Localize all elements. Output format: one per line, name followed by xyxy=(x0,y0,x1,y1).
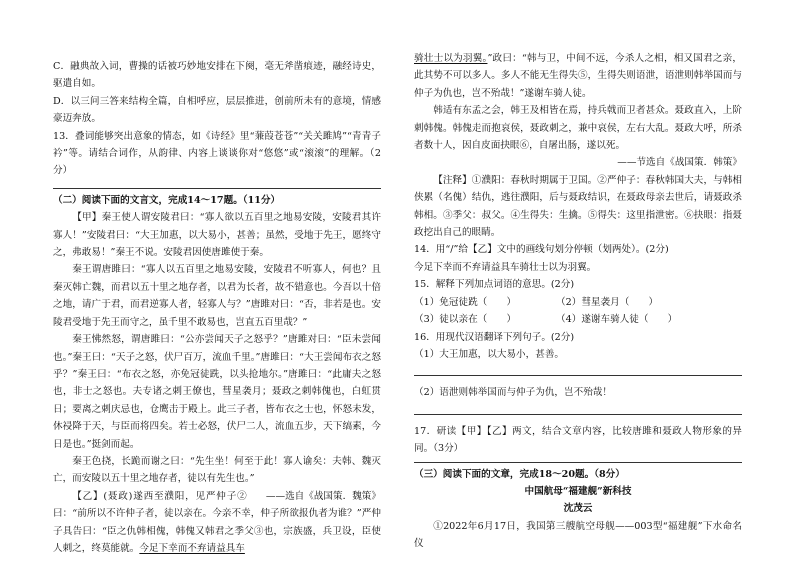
q15-item-1: （1）免冠徒跣（ ） xyxy=(414,296,517,308)
question-15-row2 xyxy=(414,311,742,328)
q15-item-3: （3）徒以亲在（ ） xyxy=(414,314,517,326)
section-3-title: （三）阅读下面的文章，完成18～20题。（8分） xyxy=(414,468,625,480)
section-divider xyxy=(53,188,381,189)
passage-jia-p4 xyxy=(53,453,381,502)
answer-line-1[interactable] xyxy=(414,375,742,376)
annotations: 【注释】①濮阳：春秋时期属于卫国。②严仲子：春秋韩国大夫，与韩相侠累（名傀）结仇，逃往濮阳，后与聂政结识，在聂政母亲去世后，请聂政杀韩相。③季父：叔父。④生得失：生擒。⑤得失：这里指泄密。⑥抉眼：指聂政挖出自己的眼睛。 xyxy=(414,174,742,239)
passage-jia-p2: 秦王谓唐雎曰：“寡人以五百里之地易安陵，安陵君不听寡人，何也？且秦灭韩亡魏，而君以五十里之地存者，以君为长者，故不错意也。今吾以十倍之地，请广于君，而君逆寡人者，轻寡人与？”唐雎对曰：“否，非若是也。安陵君受地于先王而守之，虽千里不敢易也，岂直五百里哉？” xyxy=(53,264,381,328)
passage-jia-p4-text: 秦王色挠，长跪而谢之曰：“先生坐！何至于此！寡人谕矣：夫韩、魏灭亡，而安陵以五十里之地存者，徒以有先生也。” xyxy=(53,455,381,485)
section-2-title: （二）阅读下面的文言文，完成14～17题。（11分） xyxy=(53,194,281,206)
right-column xyxy=(414,50,742,553)
article-paragraph-1: ①2022年6月17日，我国第三艘航空母舰——003型“福建舰”下水命名仪 xyxy=(414,520,742,550)
question-16: 16．用现代汉语翻译下列句子。(2分) xyxy=(414,331,575,343)
passage-yi-p2: 韩适有东孟之会，韩王及相皆在焉，持兵戟而卫者甚众。聂政直入，上阶刺韩傀。韩傀走而抱哀侯，聂政刺之，兼中哀侯，左右大乱。聂政大呼，所杀者数十人，因自皮面抉眼⑥，自屠出肠，遂以死。 xyxy=(414,105,742,152)
q15-item-2: （2）彗星袭月（ ） xyxy=(556,296,659,308)
article-author: 沈茂云 xyxy=(563,503,593,515)
question-16-item-2: （2）语泄则韩举国而与仲子为仇，岂不殆哉！ xyxy=(414,387,612,399)
underlined-sentence-part2: 骑壮士以为羽翼。 xyxy=(414,53,488,64)
passage-jia-p3: 秦王怫然怒，谓唐雎曰：“公亦尝闻天子之怒乎？”唐雎对曰：“臣未尝闻也。”秦王曰：“天子之怒，伏尸百万，流血千里。”唐雎曰：“大王尝闻布衣之怒乎？”秦王曰：“布衣之怒，亦免冠徒跣，以头抢地尔。”唐雎曰：“此庸夫之怒也，非士之怒也。夫专诸之刺王僚也，彗星袭月；聂政之刺韩傀也，白虹贯日；要离之刺庆忌也，仓鹰击于殿上。此三子者，皆布衣之士也，怀怒未发，休祲降于天，与臣而将四矣。若士必怒，伏尸二人，流血五步，天下缟素，今日是也。”挺剑而起。 xyxy=(53,334,381,450)
article-title: 中国航母“福建舰”新科技 xyxy=(524,485,632,497)
question-17: 17．研读【甲】【乙】两文，结合文章内容，比较唐雎和聂政人物形象的异同。（3分） xyxy=(414,425,742,455)
question-15-row1 xyxy=(414,294,742,311)
passage-jia-source: ——选自《战国策．魏策》 xyxy=(265,490,381,502)
q15-item-4: （4）遂谢车骑人徒（ ） xyxy=(556,314,678,326)
section-divider-2 xyxy=(414,462,742,463)
question-16-item-1: （1）大王加惠，以大易小，甚善。 xyxy=(414,348,565,360)
answer-line-2[interactable] xyxy=(414,414,742,415)
question-14-sentence: 今足下幸而不弃请益具车骑壮士以为羽翼。 xyxy=(414,261,597,273)
left-column xyxy=(53,58,381,557)
option-c: C．融典故入词，曹操的话被巧妙地安排在下阕，毫无斧凿痕迹，融经诗史，驱遣自如。 xyxy=(53,61,381,90)
passage-yi-continued xyxy=(414,50,742,102)
passage-yi-cont-text: ”政曰：“韩与卫，中间不远，今杀人之相，相又国君之亲，此其势不可以多人。多人不能无生得失⑤，生得失则语泄，语泄则韩举国而与仲子为仇也，岂不殆哉！”遂谢车骑人徒。 xyxy=(414,53,743,99)
question-15: 15．解释下列加点词语的意思。(2分) xyxy=(414,279,575,291)
question-14: 14．用“/”给【乙】文中的画线句划分停顿（划两处）。(2分) xyxy=(414,244,669,256)
passage-yi-source: ——节选自《战国策．韩策》 xyxy=(617,157,742,169)
passage-yi-text: 【乙】(聂政)遂西至濮阳，见严仲子②曰：“前所以不许仲子者，徒以亲在。今亲不幸，仲子所欲报仇者为谁？”严仲子具告曰：“臣之仇韩相傀，韩傀又韩君之季父③也，宗族盛，兵卫设，臣使人刺之，终莫能就。 xyxy=(53,490,381,554)
question-13: 13．叠词能够突出意象的情态，如《诗经》里“蒹葭苍苍”“关关雎鸠”“青青子衿”等。请结合词作，从韵律、内容上谈谈你对“悠悠”或“滚滚”的理解。（2分） xyxy=(53,130,381,177)
option-d: D．以三问三答来结构全篇，自相呼应，层层推进，创前所未有的意境，情感豪迈奔放。 xyxy=(53,95,381,125)
underlined-sentence-part1: 今足下幸而不弃请益具车 xyxy=(139,542,245,554)
passage-jia-p1: 【甲】秦王使人谓安陵君曰：“寡人欲以五百里之地易安陵，安陵君其许寡人！”安陵君曰：“大王加惠，以大易小，甚善；虽然，受地于先王，愿终守之，弗敢易！”秦王不说。安陵君因使唐雎使于秦。 xyxy=(53,212,381,259)
